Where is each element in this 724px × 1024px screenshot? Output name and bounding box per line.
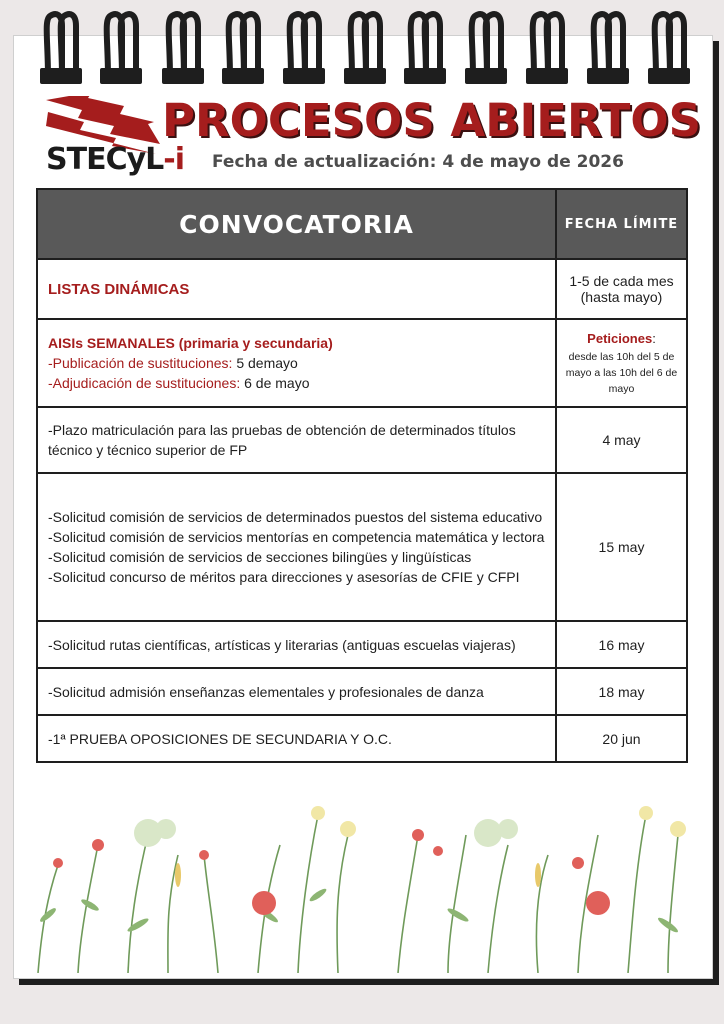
logo-text-suffix: -i (163, 142, 184, 177)
spiral-ring-icon (100, 14, 142, 84)
row-title: LISTAS DINÁMICAS (48, 280, 190, 298)
row-line: -Plazo matriculación para las pruebas de obtención de determinados títulos técnico y técnico superior de FP (48, 422, 516, 458)
row-line: -Solicitud rutas científicas, artísticas y literarias (antiguas escuelas viajeras) (48, 636, 516, 653)
spiral-ring-icon (40, 14, 82, 84)
row-date (556, 319, 687, 407)
table-row (37, 715, 687, 762)
table-row (37, 407, 687, 473)
date-text: desde las 10h del 5 de mayo a las 10h del 6 de mayo (565, 351, 678, 395)
row-line: -Solicitud concurso de méritos para direcciones y asesorías de CFIE y CFPI (48, 569, 520, 585)
row-date: 18 may (556, 668, 687, 715)
date-colon: : (652, 331, 656, 346)
row-date: 15 may (556, 473, 687, 621)
row-line-label: -Adjudicación de sustituciones: (48, 375, 241, 391)
table-row (37, 668, 687, 715)
spiral-rings (0, 0, 724, 90)
row-line (48, 373, 545, 393)
row-description (37, 715, 556, 762)
table-header-row (37, 189, 687, 259)
logo-wordmark (46, 142, 184, 177)
row-line-label: -Publicación de sustituciones: (48, 355, 233, 371)
page-title: PROCESOS ABIERTOS (162, 94, 701, 147)
row-line: -1ª PRUEBA OPOSICIONES DE SECUNDARIA Y O.C. (48, 730, 392, 747)
row-title: AISIs SEMANALES (primaria y secundaria) (48, 335, 333, 351)
row-date: 20 jun (556, 715, 687, 762)
row-description (37, 621, 556, 668)
column-header-fecha: FECHA LÍMITE (556, 189, 687, 259)
table-row (37, 621, 687, 668)
table-row (37, 259, 687, 319)
row-date: 16 may (556, 621, 687, 668)
date-label: Peticiones (587, 331, 653, 346)
processes-table (36, 188, 688, 763)
row-description (37, 407, 556, 473)
table-row (37, 319, 687, 407)
spiral-ring-icon (648, 14, 690, 84)
column-header-convocatoria: CONVOCATORIA (37, 189, 556, 259)
row-description (37, 319, 556, 407)
spiral-ring-icon (344, 14, 386, 84)
spiral-ring-icon (526, 14, 568, 84)
row-line (48, 353, 545, 373)
row-date: 1-5 de cada mes (hasta mayo) (556, 259, 687, 319)
update-date: Fecha de actualización: 4 de mayo de 2026 (212, 152, 624, 172)
row-line: -Solicitud comisión de servicios mentorías en competencia matemática y lectora (48, 529, 545, 545)
table-row (37, 473, 687, 621)
spiral-ring-icon (587, 14, 629, 84)
row-date: 4 may (556, 407, 687, 473)
wildflowers-illustration (18, 795, 706, 973)
spiral-ring-icon (283, 14, 325, 84)
row-line-value: 6 de mayo (240, 375, 310, 391)
row-description (37, 259, 556, 319)
spiral-ring-icon (162, 14, 204, 84)
spiral-ring-icon (465, 14, 507, 84)
row-line-value: 5 demayo (232, 355, 298, 371)
spiral-ring-icon (222, 14, 264, 84)
row-line: -Solicitud comisión de servicios de determinados puestos del sistema educativo (48, 509, 543, 525)
row-description (37, 668, 556, 715)
row-description (37, 473, 556, 621)
row-line: -Solicitud admisión enseñanzas elementales y profesionales de danza (48, 683, 484, 700)
row-line: -Solicitud comisión de servicios de secciones bilingües y lingüísticas (48, 549, 472, 565)
logo-text-main: STECyL (46, 142, 164, 177)
spiral-ring-icon (404, 14, 446, 84)
